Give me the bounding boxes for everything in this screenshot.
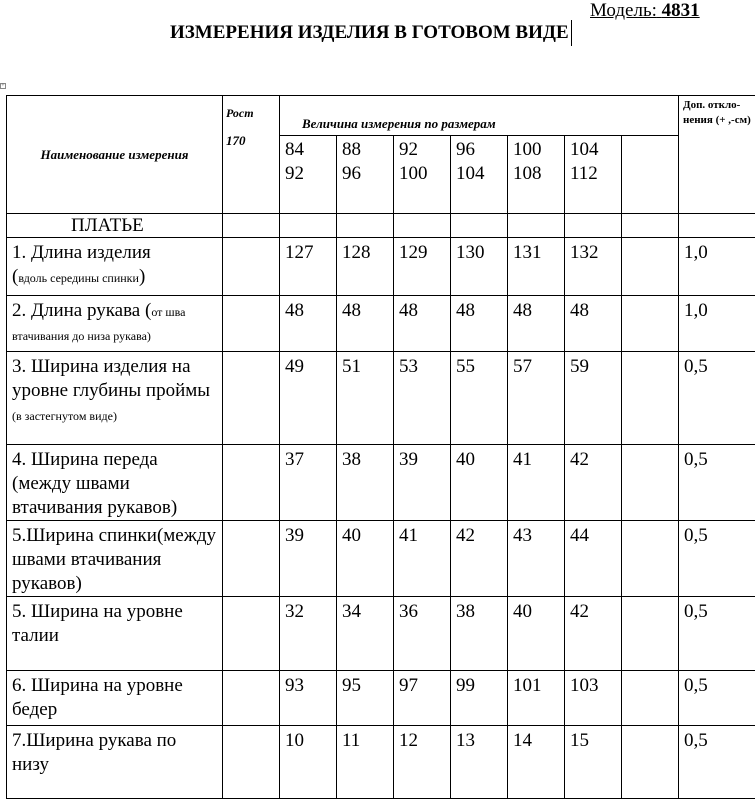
table-row xyxy=(7,671,755,726)
measurement-name: 1. Длина изделия (вдоль середины спинки) xyxy=(7,238,223,296)
value-cell: 15 xyxy=(565,726,622,799)
deviation-cell: 0,5 xyxy=(679,445,755,521)
value-cell: 95 xyxy=(337,671,394,726)
table-row xyxy=(7,445,755,521)
deviation-cell: 0,5 xyxy=(679,521,755,597)
value-cell: 40 xyxy=(508,597,565,671)
value-cell: 41 xyxy=(394,521,451,597)
value-cell: 131 xyxy=(508,238,565,296)
deviation-cell: 0,5 xyxy=(679,671,755,726)
value-cell: 103 xyxy=(565,671,622,726)
value-cell: 48 xyxy=(565,296,622,352)
value-cell: 48 xyxy=(280,296,337,352)
value-cell: 11 xyxy=(337,726,394,799)
value-cell: 129 xyxy=(394,238,451,296)
value-cell: 43 xyxy=(508,521,565,597)
value-cell: 48 xyxy=(508,296,565,352)
header-row xyxy=(7,96,755,136)
value-cell: 42 xyxy=(451,521,508,597)
measurement-name: 5. Ширина на уровне талии xyxy=(7,597,223,671)
deviation-cell: 0,5 xyxy=(679,352,755,445)
value-cell: 42 xyxy=(565,597,622,671)
value-cell: 49 xyxy=(280,352,337,445)
value-cell: 38 xyxy=(337,445,394,521)
deviation-cell: 1,0 xyxy=(679,296,755,352)
table-row xyxy=(7,521,755,597)
value-cell: 39 xyxy=(394,445,451,521)
table-row xyxy=(7,238,755,296)
value-cell: 48 xyxy=(451,296,508,352)
measurement-name: 4. Ширина переда (между швами втачивания рукавов) xyxy=(7,445,223,521)
value-cell: 57 xyxy=(508,352,565,445)
value-cell: 130 xyxy=(451,238,508,296)
section-row xyxy=(7,214,755,238)
section-title: ПЛАТЬЕ xyxy=(7,214,223,238)
value-cell: 34 xyxy=(337,597,394,671)
column-header-deviation: Доп. откло- нения (+ ,-см) xyxy=(679,96,755,214)
value-cell: 14 xyxy=(508,726,565,799)
value-cell: 55 xyxy=(451,352,508,445)
height-value: 170 xyxy=(226,133,246,148)
measurement-name: 6. Ширина на уровне бедер xyxy=(7,671,223,726)
page-title: ИЗМЕРЕНИЯ ИЗДЕЛИЯ В ГОТОВОМ ВИДЕ xyxy=(170,20,572,46)
table-row xyxy=(7,726,755,799)
value-cell: 101 xyxy=(508,671,565,726)
value-cell: 32 xyxy=(280,597,337,671)
value-cell: 13 xyxy=(451,726,508,799)
table-move-handle-icon[interactable]: + xyxy=(1,83,5,89)
model-label: Модель: 4831 xyxy=(590,0,700,21)
value-cell: 127 xyxy=(280,238,337,296)
model-number: 4831 xyxy=(661,0,700,21)
size-cell: 88 96 xyxy=(337,136,394,214)
value-cell: 53 xyxy=(394,352,451,445)
value-cell: 132 xyxy=(565,238,622,296)
size-cell: 96 104 xyxy=(451,136,508,214)
size-cell-empty xyxy=(622,136,679,214)
deviation-cell: 0,5 xyxy=(679,726,755,799)
value-cell: 93 xyxy=(280,671,337,726)
value-cell: 39 xyxy=(280,521,337,597)
value-cell: 40 xyxy=(451,445,508,521)
value-cell: 97 xyxy=(394,671,451,726)
value-cell: 41 xyxy=(508,445,565,521)
column-header-height: Рост 170 xyxy=(223,96,280,214)
column-header-sizes: Величина измерения по размерам xyxy=(280,96,679,136)
column-header-name: Наименование измерения xyxy=(7,96,223,214)
value-cell: 10 xyxy=(280,726,337,799)
deviation-cell: 0,5 xyxy=(679,597,755,671)
measurement-name: 2. Длина рукава (от шва втачивания до низа рукава) xyxy=(7,296,223,352)
value-cell: 128 xyxy=(337,238,394,296)
value-cell: 44 xyxy=(565,521,622,597)
value-cell: 59 xyxy=(565,352,622,445)
measurements-table xyxy=(6,95,755,799)
measurement-name: 5.Ширина спинки(между швами втачивания рукавов) xyxy=(7,521,223,597)
value-cell: 48 xyxy=(394,296,451,352)
size-cell: 104 112 xyxy=(565,136,622,214)
measurement-name: 3. Ширина изделия на уровне глубины проймы (в застегнутом виде) xyxy=(7,352,223,445)
size-cell: 92 100 xyxy=(394,136,451,214)
table-row xyxy=(7,352,755,445)
value-cell: 36 xyxy=(394,597,451,671)
deviation-cell: 1,0 xyxy=(679,238,755,296)
table-row xyxy=(7,597,755,671)
value-cell: 40 xyxy=(337,521,394,597)
value-cell: 42 xyxy=(565,445,622,521)
value-cell: 51 xyxy=(337,352,394,445)
size-cell: 100 108 xyxy=(508,136,565,214)
value-cell: 48 xyxy=(337,296,394,352)
value-cell: 99 xyxy=(451,671,508,726)
measurement-name: 7.Ширина рукава по низу xyxy=(7,726,223,799)
value-cell: 38 xyxy=(451,597,508,671)
value-cell: 12 xyxy=(394,726,451,799)
value-cell: 37 xyxy=(280,445,337,521)
table-row xyxy=(7,296,755,352)
size-cell: 84 92 xyxy=(280,136,337,214)
